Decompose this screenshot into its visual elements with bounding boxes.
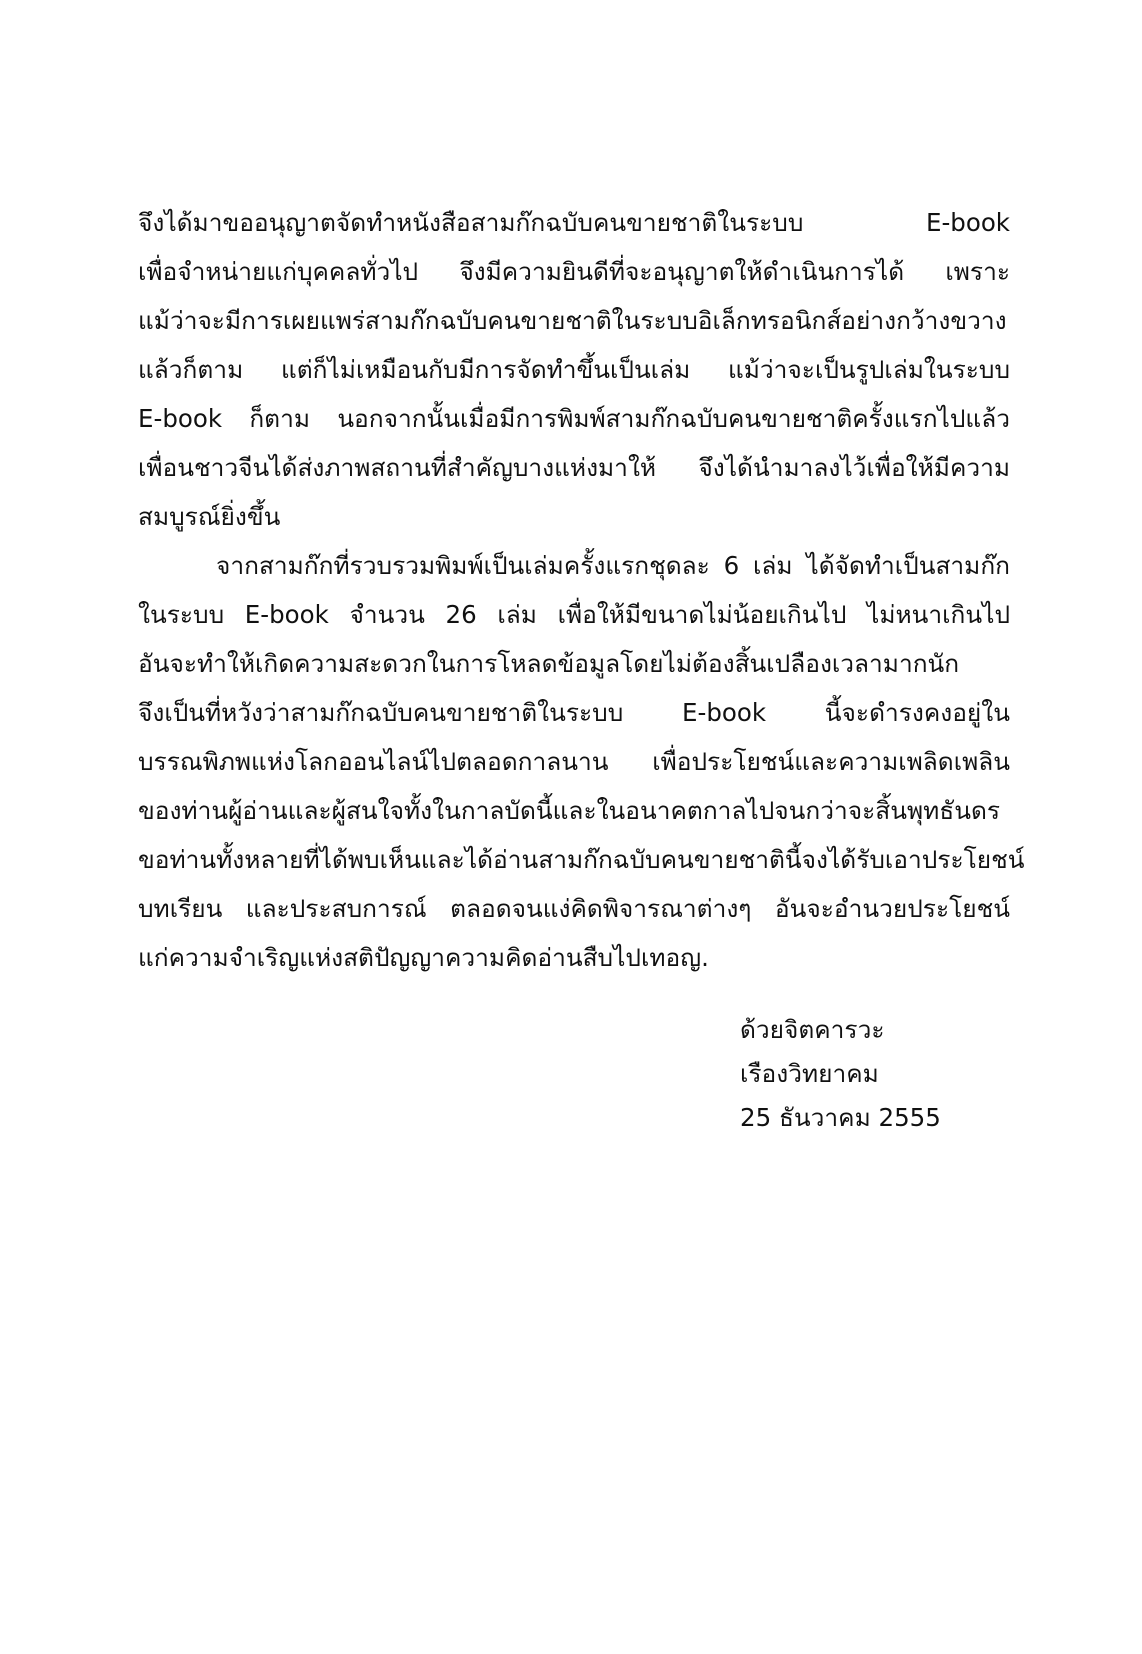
text-line: ของท่านผู้อ่านและผู้สนใจทั้งในกาลบัดนี้และในอนาคตกาลไปจนกว่าจะสิ้นพุทธันดร xyxy=(138,796,1001,825)
text-line: E-book ก็ตาม นอกจากนั้นเมื่อมีการพิมพ์สามก๊กฉบับคนขายชาติครั้งแรกไปแล้ว xyxy=(138,404,1010,433)
text-line: ขอท่านทั้งหลายที่ได้พบเห็นและได้อ่านสามก๊กฉบับคนขายชาตินี้จงได้รับเอาประโยชน์ xyxy=(138,845,1025,874)
text-line: อันจะทำให้เกิดความสะดวกในการโหลดข้อมูลโดยไม่ต้องสิ้นเปลืองเวลามากนัก xyxy=(138,649,960,678)
text-line: สมบูรณ์ยิ่งขึ้น xyxy=(138,502,281,531)
closing-text: ด้วยจิตคารวะ xyxy=(740,1015,885,1044)
text-line: จึงได้มาขออนุญาตจัดทำหนังสือสามก๊กฉบับคนขายชาติในระบบ E-book xyxy=(138,208,1010,237)
text-line: จึงเป็นที่หวังว่าสามก๊กฉบับคนขายชาติในระบบ E-book นี้จะดำรงคงอยู่ใน xyxy=(138,698,1010,727)
letter-date: 25 ธันวาคม 2555 xyxy=(740,1103,941,1132)
text-line: เพื่อนชาวจีนได้ส่งภาพสถานที่สำคัญบางแห่งมาให้ จึงได้นำมาลงไว้เพื่อให้มีความ xyxy=(138,453,1010,482)
text-line: เพื่อจำหน่ายแก่บุคคลทั่วไป จึงมีความยินดีที่จะอนุญาตให้ดำเนินการได้ เพราะ xyxy=(138,257,1010,286)
text-line: ในระบบ E-book จำนวน 26 เล่ม เพื่อให้มีขนาดไม่น้อยเกินไป ไม่หนาเกินไป xyxy=(138,600,1010,629)
author-name: เรืองวิทยาคม xyxy=(740,1059,879,1088)
signature-block xyxy=(740,1008,941,1140)
text-line: บรรณพิภพแห่งโลกออนไลน์ไปตลอดกาลนาน เพื่อประโยชน์และความเพลิดเพลิน xyxy=(138,747,1010,776)
text-line: บทเรียน และประสบการณ์ ตลอดจนแง่คิดพิจารณาต่างๆ อันจะอำนวยประโยชน์ xyxy=(138,894,1010,923)
paragraph-1 xyxy=(138,198,1010,541)
text-line: แก่ความจำเริญแห่งสติปัญญาความคิดอ่านสืบไปเทอญ. xyxy=(138,943,709,972)
text-line: แม้ว่าจะมีการเผยแพร่สามก๊กฉบับคนขายชาติในระบบอิเล็กทรอนิกส์อย่างกว้างขวาง xyxy=(138,306,1007,335)
paragraph-2 xyxy=(138,541,1025,982)
letter-body xyxy=(138,198,1025,982)
text-line: จากสามก๊กที่รวบรวมพิมพ์เป็นเล่มครั้งแรกชุดละ 6 เล่ม ได้จัดทำเป็นสามก๊ก xyxy=(216,551,1010,580)
text-line: แล้วก็ตาม แต่ก็ไม่เหมือนกับมีการจัดทำขึ้นเป็นเล่ม แม้ว่าจะเป็นรูปเล่มในระบบ xyxy=(138,355,1010,384)
